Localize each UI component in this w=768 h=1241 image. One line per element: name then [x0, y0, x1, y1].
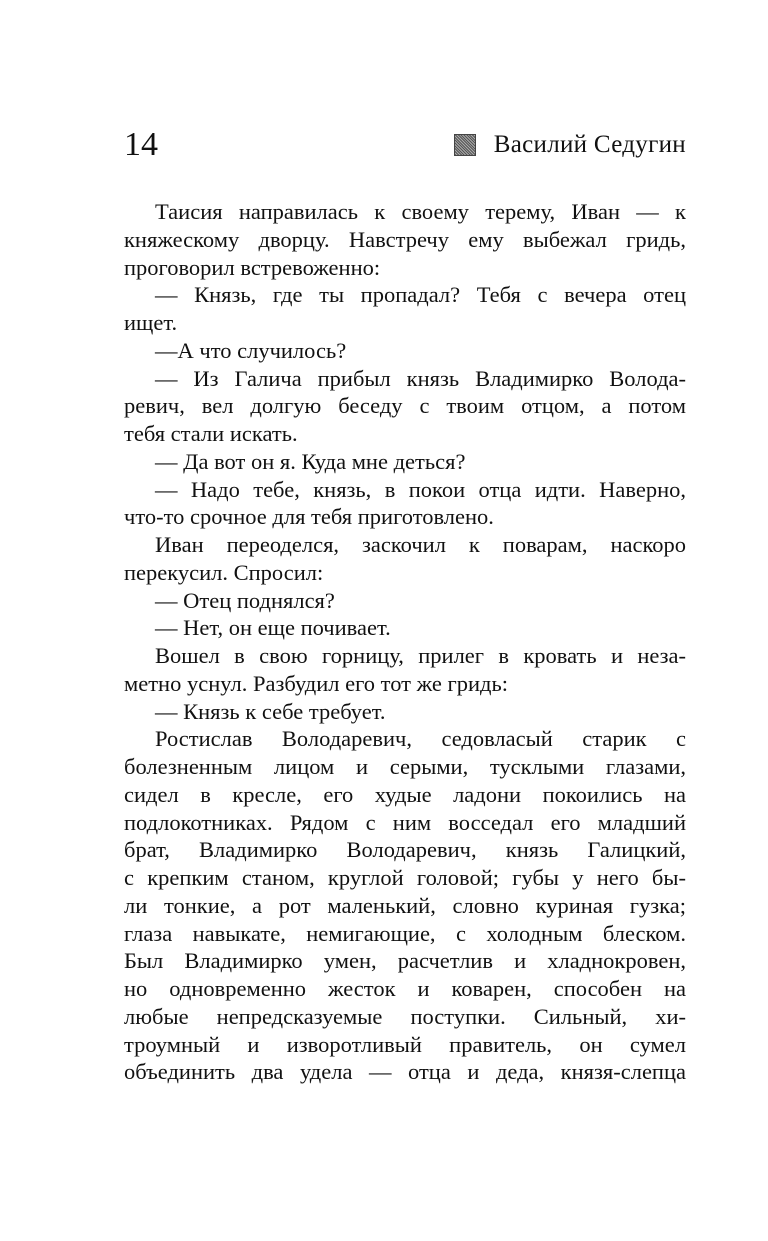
text-line: болезненным лицом и серыми, тусклыми глазами, — [124, 754, 686, 779]
text-line: троумный и изворотливый правитель, он сумел — [124, 1031, 686, 1057]
text-line: — Да вот он я. Куда мне деться? — [155, 448, 466, 474]
text-line: но одновременно жесток и коварен, способен на — [124, 976, 686, 1001]
text-line: Таисия направилась к своему терему, Иван — к — [155, 199, 686, 224]
text-line: глаза навыкате, немигающие, с холодным блеском. — [124, 920, 686, 946]
text-line: Был Владимирко умен, расчетлив и хладнокровен, — [124, 948, 686, 974]
text-line: метно уснул. Разбудил его тот же гридь: — [124, 670, 508, 696]
text-line: сидел в кресле, его худые ладони покоились на — [124, 781, 686, 807]
text-line: тебя стали искать. — [124, 421, 298, 446]
page-number: 14 — [124, 126, 158, 163]
decorative-square-icon — [454, 134, 476, 156]
text-line: — Князь, где ты пропадал? Тебя с вечера отец — [155, 282, 686, 308]
text-line: — Надо тебе, князь, в покои отца идти. Наверно, — [155, 476, 686, 502]
text-line: Иван переоделся, заскочил к поварам, наскоро — [155, 532, 686, 557]
text-line: — Отец поднялся? — [155, 587, 335, 613]
text-line: ревич, вел долгую беседу с твоим отцом, а потом — [124, 393, 686, 419]
text-line: с крепким станом, круглой головой; губы у него бы- — [124, 865, 686, 890]
text-line: что-то срочное для тебя приготовлено. — [124, 504, 494, 530]
text-line: — Из Галича прибыл князь Владимирко Волода- — [155, 365, 686, 391]
body-text — [124, 198, 686, 1086]
text-line: проговорил встревоженно: — [124, 254, 381, 280]
text-line: княжескому дворцу. Навстречу ему выбежал гридь, — [124, 226, 686, 252]
author-name: Василий Седугин — [493, 131, 686, 158]
text-line: ищет. — [124, 310, 178, 335]
text-line: — Нет, он еще почивает. — [155, 615, 391, 641]
text-line: ли тонкие, а рот маленький, словно куриная гузка; — [124, 892, 686, 918]
text-line: перекусил. Спросил: — [124, 559, 324, 585]
text-line: Вошел в свою горницу, прилег в кровать и неза- — [155, 643, 686, 668]
running-head — [454, 122, 686, 168]
text-line: любые непредсказуемые поступки. Сильный, хи- — [124, 1003, 686, 1029]
page-header — [124, 122, 686, 168]
text-line: Ростислав Володаревич, седовласый старик с — [155, 726, 686, 752]
text-line: — Князь к себе требует. — [155, 698, 386, 724]
text-line: объединить два удела — отца и деда, князя-слепца — [124, 1059, 686, 1085]
text-line: брат, Владимирко Володаревич, князь Галицкий, — [124, 837, 686, 863]
text-line: подлокотниках. Рядом с ним восседал его младший — [124, 809, 686, 835]
text-line: —А что случилось? — [155, 337, 347, 363]
